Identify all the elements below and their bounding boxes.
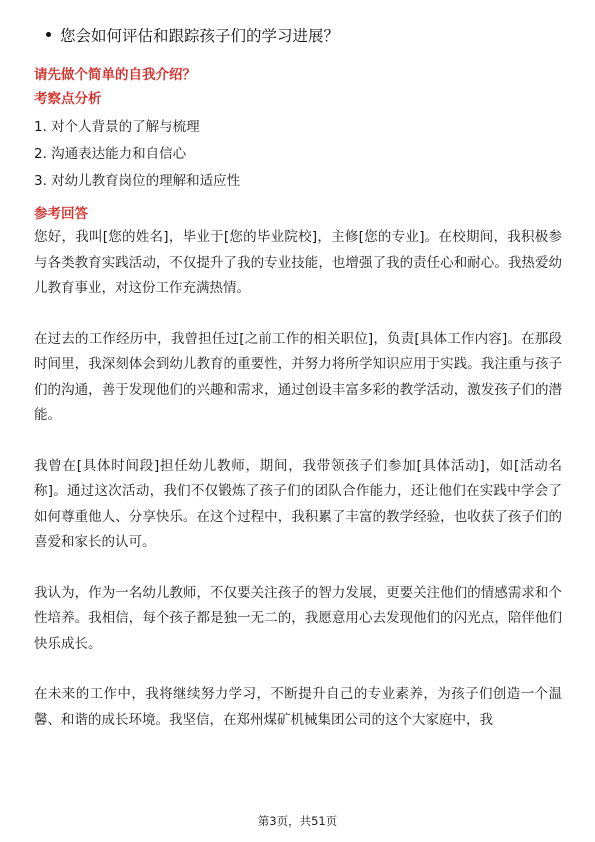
analysis-list [34,117,562,191]
bullet-dot-icon [46,32,51,37]
answer-paragraph: 您好，我叫[您的姓名]，毕业于[您的毕业院校]，主修[您的专业]。在校期间，我积极参与各类教育实践活动，不仅提升了我的专业技能，也增强了我的责任心和耐心。我热爱幼儿教育事业，对这份工作充满热情。 [34,229,562,296]
analysis-heading: 考察点分析 [34,91,102,107]
analysis-item: 1. 对个人背景的了解与梳理 [34,119,200,135]
answer-paragraph: 我认为，作为一名幼儿教师，不仅要关注孩子的智力发展，更要关注他们的情感需求和个性培养。我相信，每个孩子都是独一无二的，我愿意用心去发现他们的闪光点，陪伴他们快乐成长。 [34,584,562,652]
answer-paragraph: 在未来的工作中，我将继续努力学习，不断提升自己的专业素养，为孩子们创造一个温馨、和谐的成长环境。我坚信，在郑州煤矿机械集团公司的这个大家庭中，我 [34,686,562,728]
answer-paragraph: 我曾在[具体时间段]担任幼儿教师，期间，我带领孩子们参加[具体活动]，如[活动名称]。通过这次活动，我们不仅锻炼了孩子们的团队合作能力，还让他们在实践中学会了如何尊重他人、分享快乐。在这个过程中，我积累了丰富的教学经验，也收获了孩子们的喜爱和家长的认可。 [34,457,562,550]
answer-heading: 参考回答 [34,206,88,222]
content-block [34,64,562,733]
bullet-question [46,26,339,46]
section-title: 请先做个简单的自我介绍？ [34,67,196,83]
analysis-item: 2. 沟通表达能力和自信心 [34,146,187,162]
analysis-item: 3. 对幼儿教育岗位的理解和适应性 [34,173,241,189]
page-footer: 第3页，共51页 [257,814,338,828]
answer-paragraph: 在过去的工作经历中，我曾担任过[之前工作的相关职位]，负责[具体工作内容]。在那段时间里，我深刻体会到幼儿教育的重要性，并努力将所学知识应用于实践。我注重与孩子们的沟通，善于发现他们的兴趣和需求，通过创设丰富多彩的教学活动，激发孩子们的潜能。 [34,330,562,423]
question-text: 您会如何评估和跟踪孩子们的学习进展？ [60,27,340,45]
